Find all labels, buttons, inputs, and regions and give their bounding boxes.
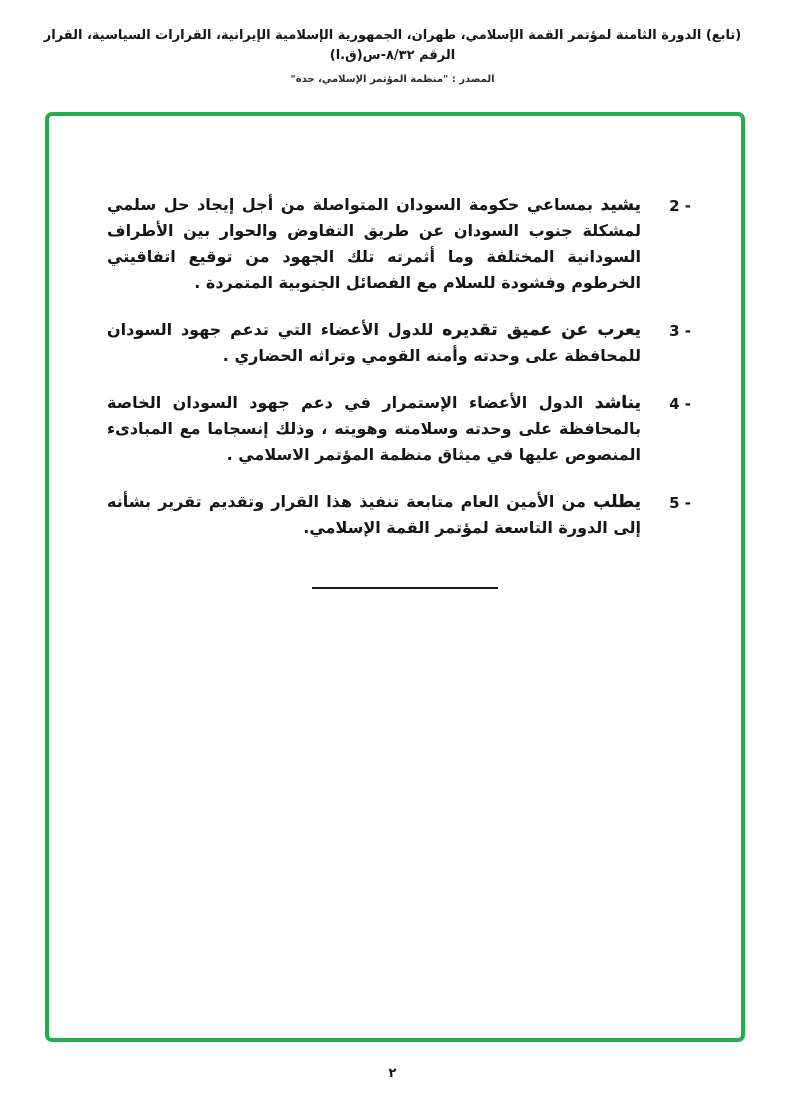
item-body: من الأمين العام متابعة تنفيذ هذا القرار وتقديم تقرير بشأنه إلى الدورة التاسعة لمؤتمر القمة الإسلامي. bbox=[107, 492, 641, 537]
item-lead: يشيد bbox=[600, 195, 641, 215]
item-lead: يعرب عن عميق تقديره bbox=[442, 320, 641, 340]
item-text bbox=[107, 192, 641, 296]
header-title: (تابع) الدورة الثامنة لمؤتمر القمة الإسلامي، طهران، الجمهورية الإسلامية الإيرانية، القرارات السياسية، القرار الرقم ٨/٣٢-س(ق.ا) bbox=[43, 28, 742, 63]
resolution-item-3 bbox=[107, 317, 691, 369]
item-text bbox=[107, 390, 641, 468]
item-number: 4 - bbox=[669, 395, 691, 413]
header-source: المصدر : "منظمة المؤتمر الإسلامي، جدة" bbox=[290, 74, 495, 85]
item-number: 5 - bbox=[669, 494, 691, 512]
resolution-item-4 bbox=[107, 390, 691, 468]
item-body: للدول الأعضاء التي تدعم جهود السودان للمحافظة على وحدته وأمنه القومي وتراثه الحضاري . bbox=[107, 320, 641, 365]
page-border-frame bbox=[45, 112, 745, 1042]
item-text bbox=[107, 317, 641, 369]
item-body: الدول الأعضاء الإستمرار في دعم جهود السودان الخاصة بالمحافظة على وحدته وسلامته وهويته ، وذلك إنسجاما مع المبادىء المنصوص عليها في ميثاق منظمة المؤتمر الاسلامي . bbox=[107, 393, 641, 464]
item-number: 3 - bbox=[669, 322, 691, 340]
document-body bbox=[49, 116, 741, 589]
item-number: 2 - bbox=[669, 197, 691, 215]
document-header bbox=[0, 0, 785, 85]
page-number: ٢ bbox=[388, 1066, 397, 1081]
item-lead: يطلب bbox=[593, 492, 641, 512]
item-text bbox=[107, 489, 641, 541]
item-body: بمساعي حكومة السودان المتواصلة من أجل إيجاد حل سلمي لمشكلة جنوب السودان عن طريق التفاوض والحوار بين الأطراف السودانية المختلفة وما أثمرته تلك الجهود من توقيع اتفاقيتي الخرطوم وفشودة للسلام مع الفصائل الجنوبية المتمردة . bbox=[107, 195, 641, 292]
resolution-item-2 bbox=[107, 192, 691, 296]
divider-line bbox=[312, 587, 498, 589]
resolution-item-5 bbox=[107, 489, 691, 541]
item-lead: يناشد bbox=[594, 393, 641, 413]
